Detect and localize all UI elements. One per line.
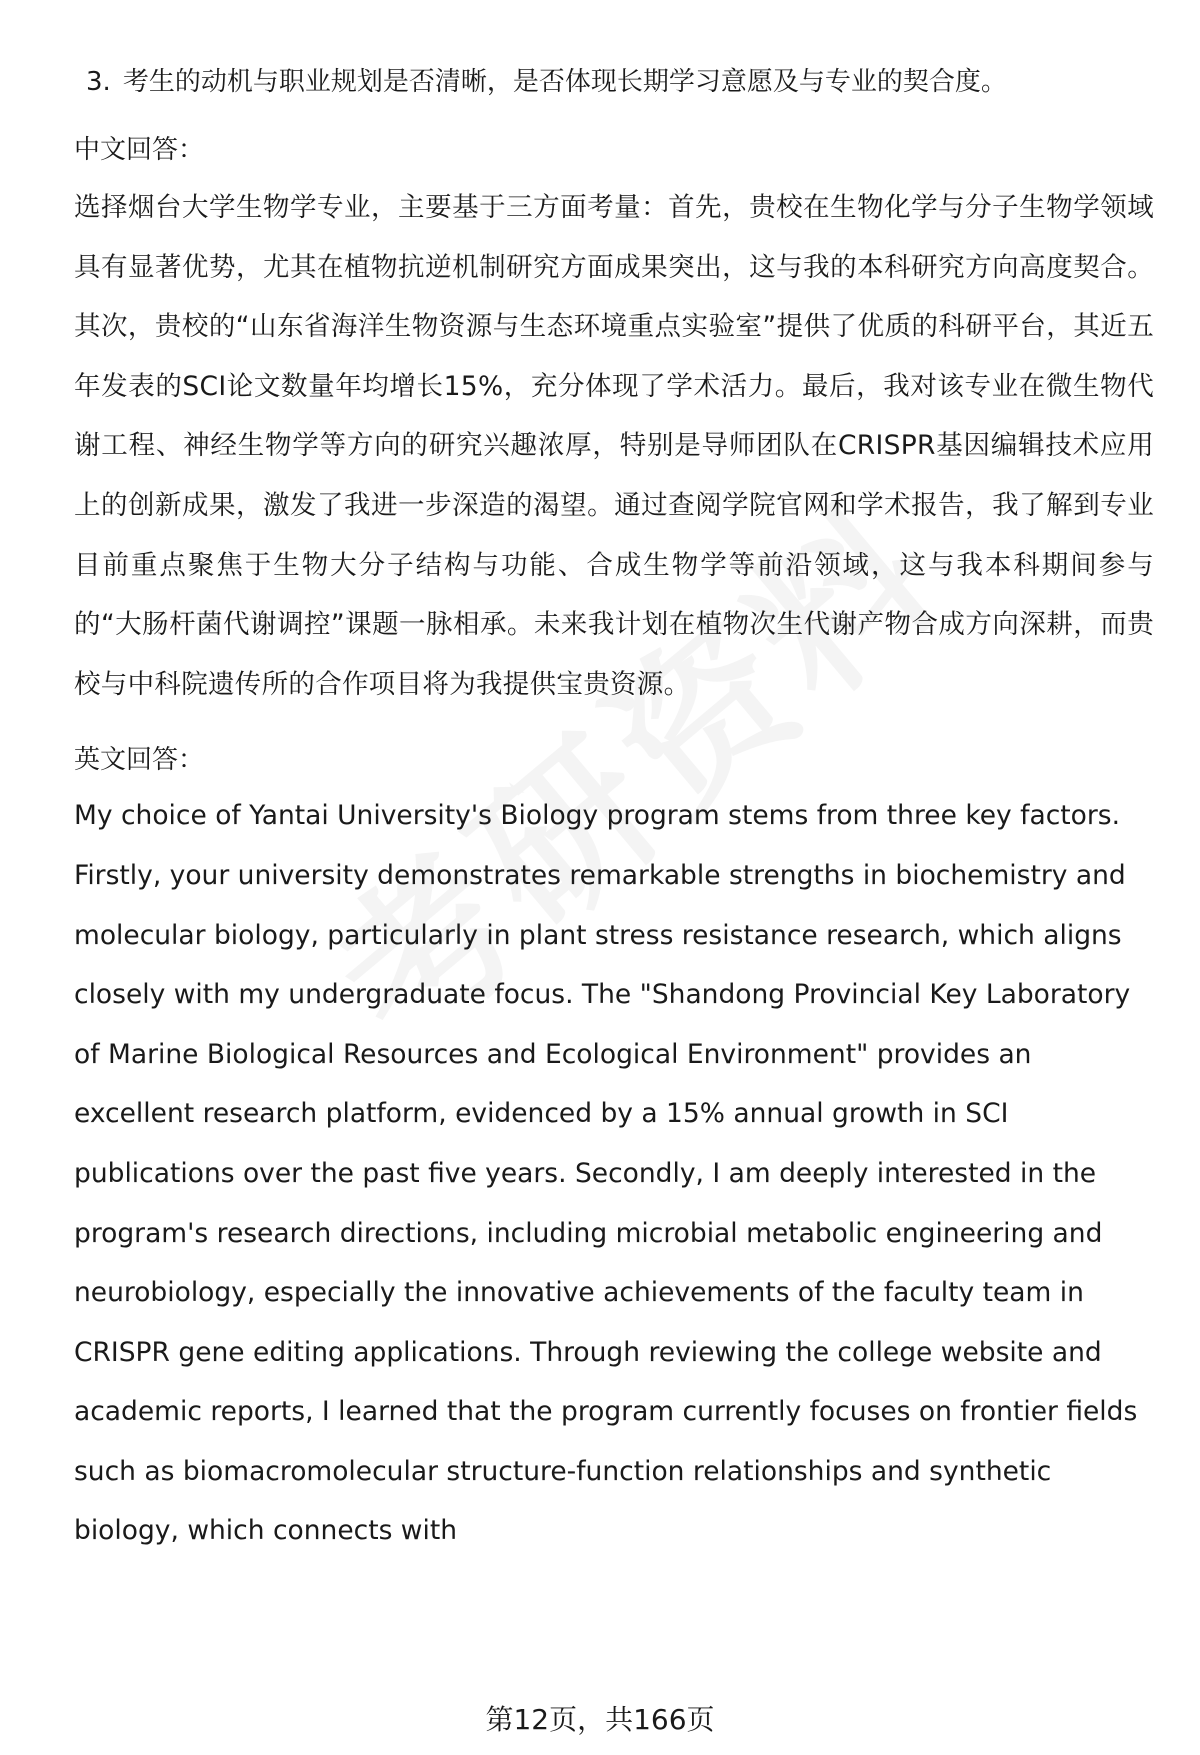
question-text: 考生的动机与职业规划是否清晰，是否体现长期学习意愿及与专业的契合度。: [122, 67, 1007, 97]
english-answer-heading: 英文回答：: [74, 745, 205, 776]
question-number: 3.: [86, 67, 111, 97]
content-area: [74, 62, 1154, 1561]
page-footer: 第12页，共166页: [485, 1703, 715, 1736]
question-item: [86, 62, 1154, 130]
chinese-answer-heading: 中文回答：: [74, 135, 205, 165]
chinese-answer-body: 选择烟台大学生物学专业，主要基于三方面考量：首先，贵校在生物化学与分子生物学领域具有显著优势，尤其在植物抗逆机制研究方面成果突出，这与我的本科研究方向高度契合。其次，贵校的“山东省海洋生物资源与生态环境重点实验室”提供了优质的科研平台，其近五年发表的SCI论文数量年均增长15%，充分体现了学术活力。最后，我对该专业在微生物代谢工程、神经生物学等方向的研究兴趣浓厚，特别是导师团队在CRISPR基因编辑技术应用上的创新成果，激发了我进一步深造的渴望。通过查阅学院官网和学术报告，我了解到专业目前重点聚焦于生物大分子结构与功能、合成生物学等前沿领域，这与我本科期间参与的“大肠杆菌代谢调控”课题一脉相承。未来我计划在植物次生代谢产物合成方向深耕，而贵校与中科院遗传所的合作项目将为我提供宝贵资源。: [74, 192, 1154, 700]
english-answer-body: My choice of Yantai University's Biology program stems from three key factors. Firstly, your university demonstrates remarkable strengths in biochemistry and molecular biology, particularly in plant stress resistance research, which aligns closely with my undergraduate focus. The "Shandong Provincial Key Laboratory of Marine Biological Resources and Ecological Environment" provides an excellent research platform, evidenced by a 15% annual growth in SCI publications over the past five years. Secondly, I am deeply interested in the program's research directions, including microbial metabolic engineering and neurobiology, especially the innovative achievements of the faculty team in CRISPR gene editing applications. Through reviewing the college website and academic reports, I learned that the program currently focuses on frontier fields such as biomacromolecular structure-function relationships and synthetic biology, which connects with: [74, 800, 1138, 1547]
